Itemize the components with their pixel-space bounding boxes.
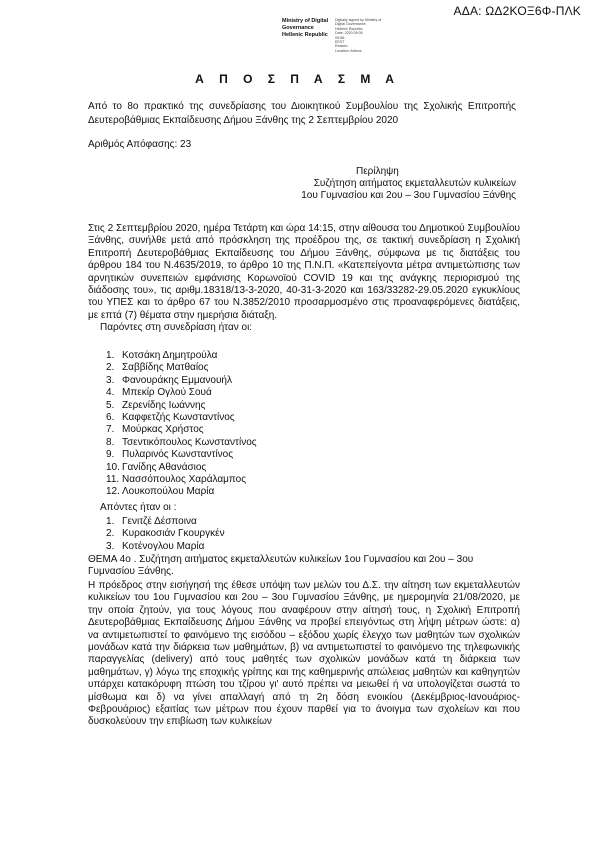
meeting-text: Στις 2 Σεπτεμβρίου 2020, ημέρα Τετάρτη και ώρα 14:15, στην αίθουσα του Δημοτικού Συμβουλίου Ξάνθης, συνήλθε μετά από πρόσκληση της προέδρου της, σε τακτική συνεδρίαση η Σχολική Επιτροπή Δευτεροβάθμιας Εκπαίδευσης του Δήμου Ξάνθης, σύμφωνα με τις διατάξεις του άρθρου 184 του Ν.4635/2019, το άρθρο 10 της Π.Ν.Π. «Κατεπείγοντα μέτρα αντιμετώπισης των αρνητικών συνεπειών εμφάνισης Κορωνοϊού COVID 19 και της ανάγκης περιορισμού της διάδοσης του», τις αριθμ.18318/13-3-2020, 40-31-3-2020 και 163/33282-29.05.2020 εγκυκλίους του ΥΠΕΣ και το άρθρο 67 του Ν.3852/2010 προσαρμοσμένο στις προαναφερόμενες διατάξεις, με επτά (7) θέματα στην ημερήσια διάταξη.: [88, 223, 520, 321]
member-name: Γενιτζέ Δέσποινα: [122, 516, 197, 527]
absent-label: Απόντες ήταν οι :: [100, 502, 177, 513]
signature-line: Governance: [282, 25, 314, 31]
signature-detail: Digital Governance,: [335, 22, 367, 27]
member-name: Μπεκίρ Ογλού Σουά: [122, 387, 212, 399]
absent-members-list: [106, 516, 225, 553]
list-item: 5. Ζερενίδης Ιωάννης: [106, 399, 206, 411]
list-item: 1. Κοτσάκη Δημητρούλα: [106, 350, 218, 361]
list-item: 7. Μούρκας Χρήστος: [106, 424, 204, 436]
signature-detail: Digitally signed by Ministry of: [335, 18, 382, 22]
member-name: Μούρκας Χρήστος: [122, 424, 204, 436]
meeting-paragraph: [88, 223, 520, 335]
member-name: Γανίδης Αθανάσιος: [122, 461, 207, 473]
list-item: 2. Σαββίδης Ματθαίος: [106, 362, 209, 374]
proposal-paragraph: Η πρόεδρος στην εισήγησή της έθεσε υπόψη των μελών του Δ.Σ. την αίτηση των εκμεταλλευτών κυλικείων του 1ου Γυμνασίου και 2ου – 3ου Γυμνασίου Ξάνθης, με ημερομηνία 21/08/2020, με την οποία ζητούν, για τους λόγους που αναφέρουν στην αίτησή τους, η Σχολική Επιτροπή Δευτεροβάθμιας Εκπαίδευσης Δήμου Ξάνθης να προβεί επειγόντως στη λήψη μέτρων ώστε: α) να αντιμετωπιστεί το φαινόμενο της εισόδου – εξόδου χωρίς έλεγχο των μαθητών των σχολικών μονάδων κατά την διάρκεια των μαθημάτων, β) να αντιμετωπιστεί το φαινόμενο της τηλεφωνικής παραγγελίας (delivery) από τους μαθητές των σχολικών μονάδων κατά τη διάρκεια των μαθημάτων, γ) λόγω της εποχικής γρίπης και της καθημερινής απώλειας μαθητών και καθηγητών υπάρχει κατακόρυφη πτώση του τζίρου γι' αυτό πρέπει να μειωθεί ή να υπολογίζεται σωστά το μίσθωμα και δ) να γίνει απαλλαγή από τη 2η δόση ενοικίου (Δεκέμβριος-Ιανουάριος-Φεβρουάριος) εξαιτίας των μέτρων που έχουν παρθεί για το άνοιγμα των σχολείων και που δυσκολεύουν την επιβίωση των κυλικείων: [88, 580, 520, 728]
digital-signature-block: [282, 18, 328, 39]
list-item: 11. Νασσόπουλος Χαράλαμπος: [106, 474, 247, 486]
decision-number: Αριθμός Απόφασης: 23: [88, 139, 192, 150]
list-item: 2. Κυρακοσιάν Γκουργκέν: [106, 528, 225, 540]
list-item: 9. Πυλαρινός Κωνσταντίνος: [106, 449, 234, 461]
summary-line: Συζήτηση αιτήματος εκμεταλλευτών κυλικείων: [313, 178, 516, 189]
member-name: Ζερενίδης Ιωάννης: [122, 399, 206, 411]
member-name: Φανουράκης Εμμανουήλ: [122, 374, 232, 386]
digital-signature-details: [335, 18, 381, 53]
member-name: Κοτένογλου Μαρία: [122, 540, 205, 552]
member-name: Λουκοπούλου Μαρία: [122, 486, 215, 498]
list-item: 3. Φανουράκης Εμμανουήλ: [106, 374, 232, 386]
member-name: Πυλαρινός Κωνσταντίνος: [122, 449, 234, 461]
member-name: Νασσόπουλος Χαράλαμπος: [122, 474, 247, 486]
ada-code: ΑΔΑ: ΩΔ2ΚΟΞ6Φ-ΠΛΚ: [453, 4, 581, 18]
agenda-theme: ΘΕΜΑ 4ο . Συζήτηση αιτήματος εκμεταλλευτών κυλικείων 1ου Γυμνασίου και 2ου – 3ου Γυμνασίου Ξάνθης.: [88, 554, 474, 578]
summary-heading: Περίληψη: [356, 166, 399, 177]
list-item: 4. Μπεκίρ Ογλού Σουά: [106, 387, 212, 399]
list-item: 10. Γανίδης Αθανάσιος: [106, 461, 207, 473]
member-name: Τσεντικόπουλος Κωνσταντίνος: [122, 436, 257, 448]
list-item: 1. Γενιτζέ Δέσποινα: [106, 516, 197, 527]
member-name: Κυρακοσιάν Γκουργκέν: [122, 528, 225, 540]
signature-line: Ministry of Digital: [282, 18, 329, 24]
list-item: 6. Καφφετζής Κωνσταντίνος: [106, 412, 235, 424]
member-name: Σαββίδης Ματθαίος: [122, 362, 209, 374]
member-name: Κοτσάκη Δημητρούλα: [122, 350, 218, 361]
present-members-list: [106, 350, 257, 499]
list-item: 3. Κοτένογλου Μαρία: [106, 540, 205, 552]
signature-detail: Location: Athens: [335, 48, 362, 53]
signature-detail: 09:58:: [335, 35, 345, 40]
signature-detail: Reason:: [335, 44, 349, 49]
summary-line: 1ου Γυμνασίου και 2ου – 3ου Γυμνασίου Ξάνθης: [301, 190, 516, 201]
list-item: 12. Λουκοπούλου Μαρία: [106, 486, 215, 498]
signature-detail: Date: 2020.09.05: [335, 31, 363, 36]
list-item: 8. Τσεντικόπουλος Κωνσταντίνος: [106, 436, 257, 448]
signature-line: Hellenic Republic: [282, 32, 328, 38]
signature-detail: Hellenic Republic: [335, 26, 363, 31]
document-title: Α Π Ο Σ Π Α Σ Μ Α: [195, 72, 400, 86]
summary-text: [276, 178, 516, 202]
signature-detail: EEST: [335, 40, 345, 45]
present-label: Παρόντες στη συνεδρίαση ήταν οι:: [100, 322, 253, 334]
intro-paragraph: Από το 8ο πρακτικό της συνεδρίασης του Διοικητικού Συμβουλίου της Σχολικής Επιτροπής Δευτεροβάθμιας Εκπαίδευσης Δήμου Ξάνθης της 2 Σεπτεμβρίου 2020: [88, 101, 516, 126]
member-name: Καφφετζής Κωνσταντίνος: [122, 412, 235, 424]
